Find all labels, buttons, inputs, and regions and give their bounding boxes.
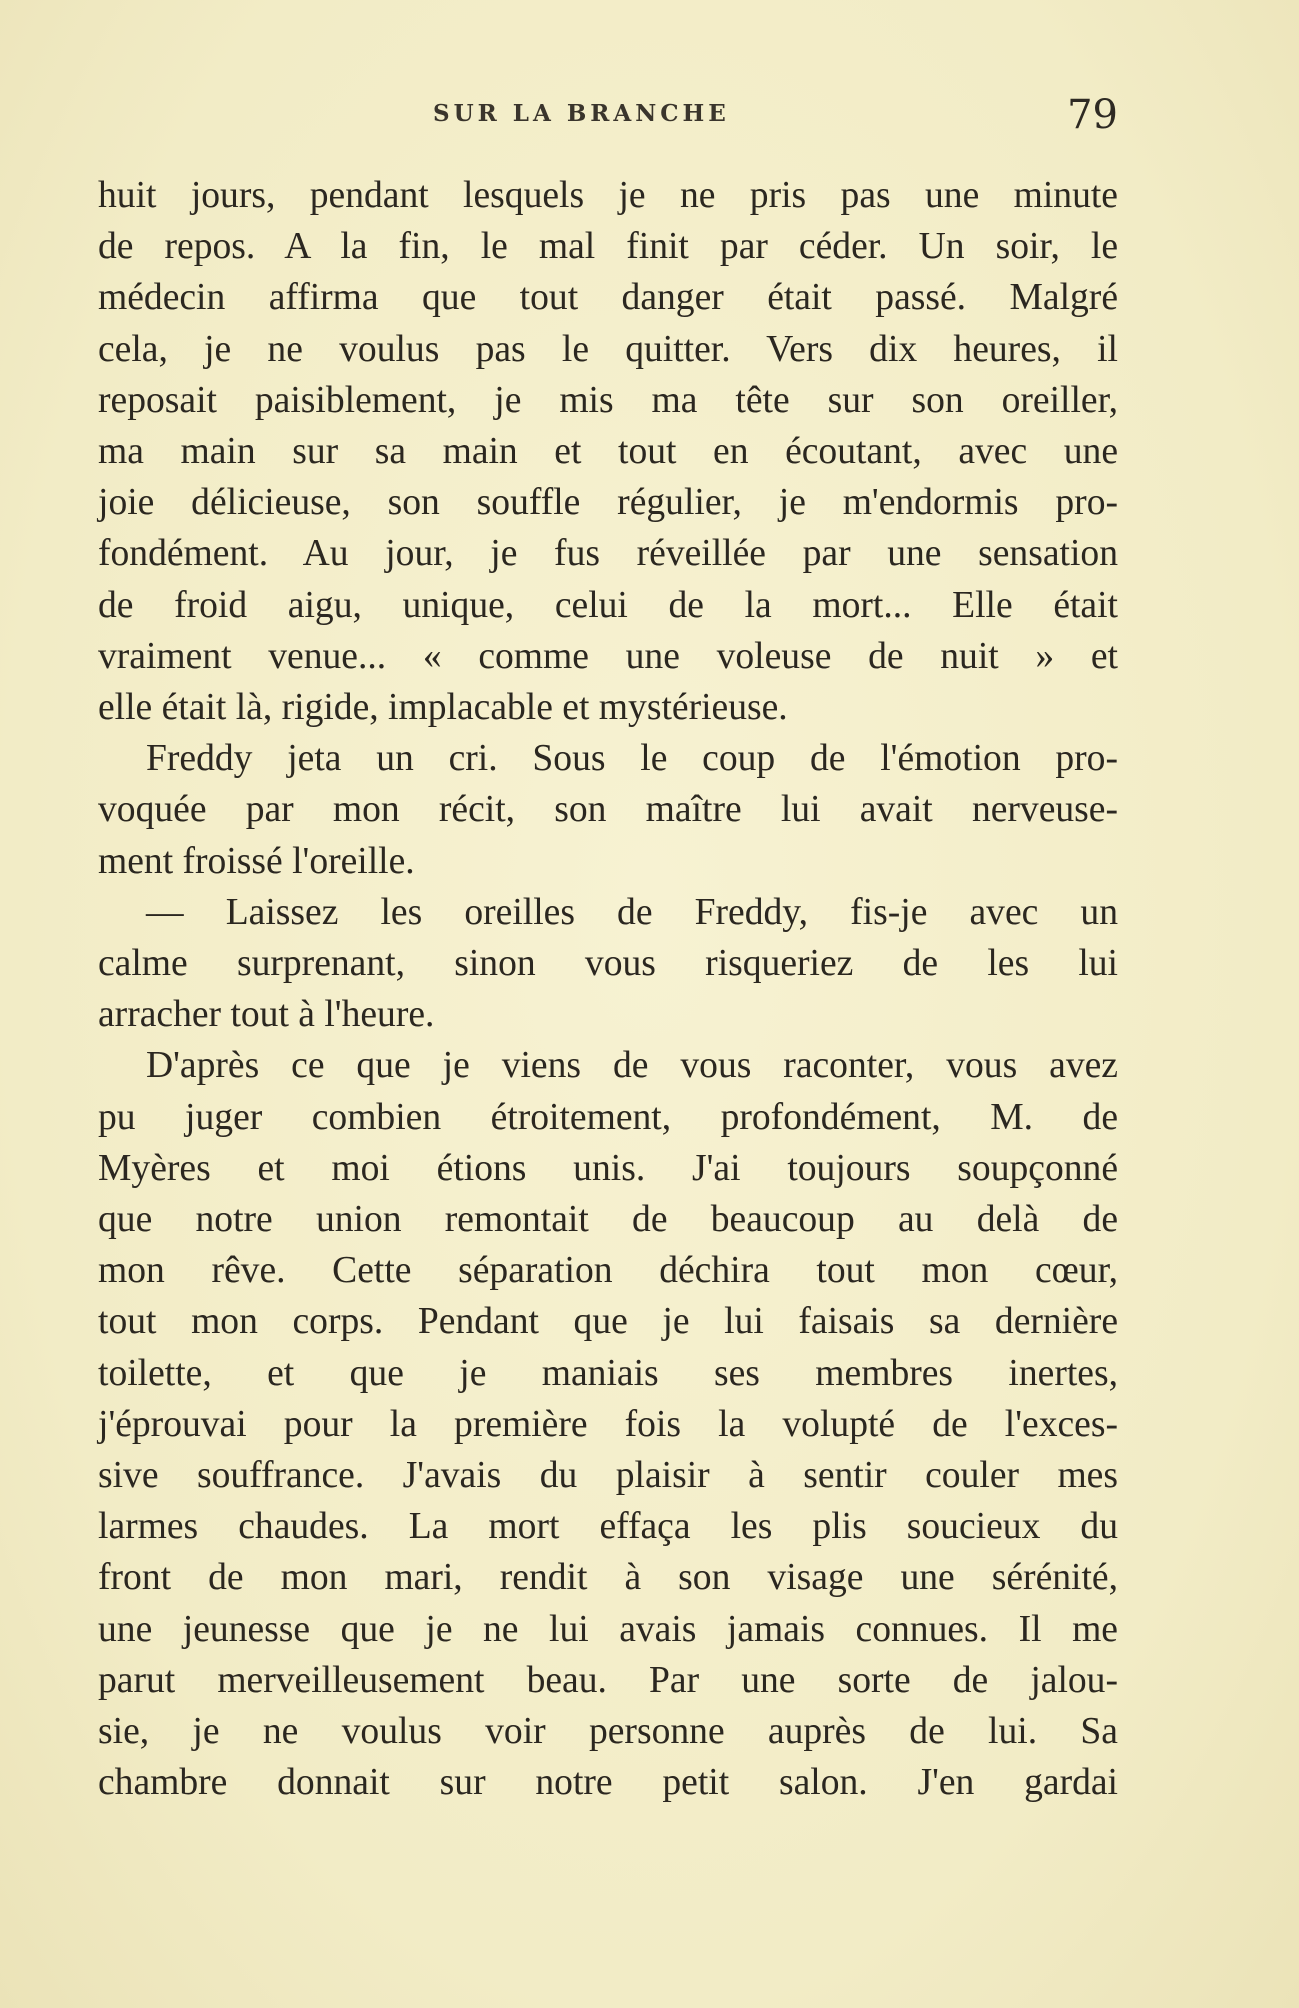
text-line: joie délicieuse, son souffle régulier, je m'endormis pro- xyxy=(98,482,1118,524)
text-line: que notre union remontait de beaucoup au delà de xyxy=(98,1199,1118,1241)
text-line: larmes chaudes. La mort effaça les plis soucieux du xyxy=(98,1506,1118,1548)
text-line: tout mon corps. Pendant que je lui faisais sa dernière xyxy=(98,1301,1118,1343)
text-line: arracher tout à l'heure. xyxy=(98,994,435,1036)
text-line: Myères et moi étions unis. J'ai toujours soupçonné xyxy=(98,1147,1118,1189)
text-line: ment froissé l'oreille. xyxy=(98,840,415,882)
paragraph xyxy=(98,1040,1118,1808)
text-line: chambre donnait sur notre petit salon. J'en gardai xyxy=(98,1762,1118,1804)
paragraph xyxy=(98,733,1118,887)
text-line: — Laissez les oreilles de Freddy, fis-je avec un xyxy=(146,891,1118,933)
paragraph xyxy=(98,170,1118,733)
text-line: parut merveilleusement beau. Par une sorte de jalou- xyxy=(98,1659,1118,1701)
text-line: huit jours, pendant lesquels je ne pris pas une minute xyxy=(98,175,1118,216)
text-line: elle était là, rigide, implacable et mystérieuse. xyxy=(98,687,788,729)
text-line: Freddy jeta un cri. Sous le coup de l'émotion pro- xyxy=(146,738,1118,780)
text-line: toilette, et que je maniais ses membres inertes, xyxy=(98,1352,1118,1394)
text-line: calme surprenant, sinon vous risqueriez de les lui xyxy=(98,943,1118,985)
text-line: sie, je ne voulus voir personne auprès de lui. Sa xyxy=(98,1711,1118,1753)
text-line: de froid aigu, unique, celui de la mort... Elle était xyxy=(98,584,1118,626)
text-line: front de mon mari, rendit à son visage une sérénité, xyxy=(98,1557,1118,1599)
text-line: voquée par mon récit, son maître lui avait nerveuse- xyxy=(98,789,1118,831)
text-line: ma main sur sa main et tout en écoutant, avec une xyxy=(98,431,1118,473)
text-line: reposait paisiblement, je mis ma tête sur son oreiller, xyxy=(98,379,1118,421)
text-line: mon rêve. Cette séparation déchira tout mon cœur, xyxy=(98,1250,1118,1292)
text-line: sive souffrance. J'avais du plaisir à sentir couler mes xyxy=(98,1455,1118,1497)
paragraph xyxy=(98,887,1118,1041)
text-line: vraiment venue... « comme une voleuse de nuit » et xyxy=(98,635,1118,677)
page-number: 79 xyxy=(1067,92,1118,138)
text-line: D'après ce que je viens de vous raconter, vous avez xyxy=(146,1045,1118,1087)
body-text xyxy=(98,170,1118,1809)
text-line: une jeunesse que je ne lui avais jamais connues. Il me xyxy=(98,1608,1118,1650)
text-line: de repos. A la fin, le mal finit par céder. Un soir, le xyxy=(98,226,1118,268)
text-line: fondément. Au jour, je fus réveillée par une sensation xyxy=(98,533,1118,575)
running-title: SUR LA BRANCHE xyxy=(433,100,730,127)
page-header xyxy=(98,92,1118,138)
text-line: cela, je ne voulus pas le quitter. Vers dix heures, il xyxy=(98,328,1118,370)
text-line: médecin affirma que tout danger était passé. Malgré xyxy=(98,277,1118,319)
text-line: pu juger combien étroitement, profondément, M. de xyxy=(98,1096,1118,1138)
text-line: j'éprouvai pour la première fois la volupté de l'exces- xyxy=(98,1403,1118,1445)
